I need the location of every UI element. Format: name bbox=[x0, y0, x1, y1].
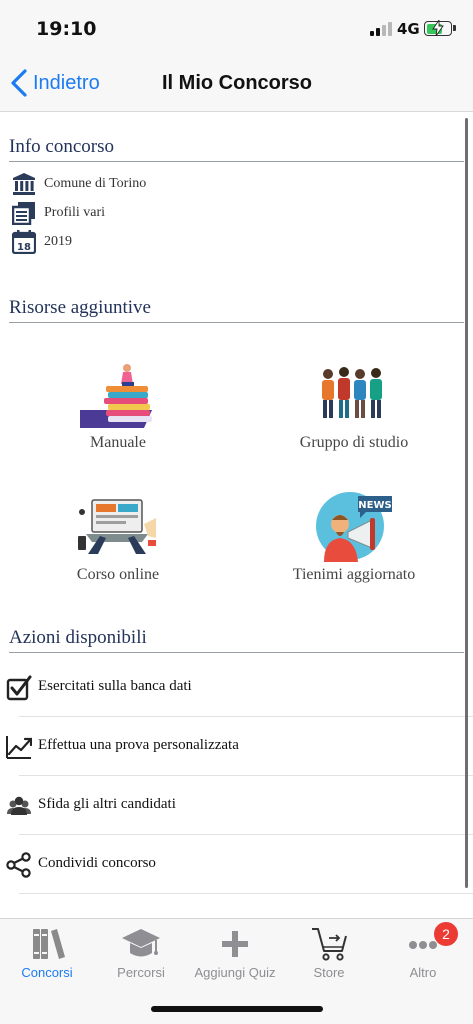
status-bar bbox=[0, 0, 473, 56]
info-item-text: 2019 bbox=[44, 234, 72, 249]
notification-badge: 2 bbox=[434, 922, 458, 946]
info-item-text: Profili vari bbox=[44, 205, 106, 220]
resource-gruppo-studio[interactable] bbox=[236, 360, 472, 452]
books-illustration bbox=[78, 360, 158, 430]
tab-store[interactable] bbox=[282, 919, 376, 983]
svg-text:NEWS: NEWS bbox=[358, 500, 392, 511]
action-sfida[interactable] bbox=[0, 776, 473, 835]
action-label: Effettua una prova personalizzata bbox=[38, 737, 239, 753]
plus-icon bbox=[215, 925, 255, 963]
action-label: Condividi concorso bbox=[38, 855, 156, 871]
resource-tienimi-aggiornato[interactable] bbox=[236, 488, 472, 584]
tab-label: Aggiungi Quiz bbox=[194, 965, 276, 980]
resource-corso-online[interactable] bbox=[0, 492, 236, 584]
scrollbar[interactable] bbox=[465, 118, 468, 888]
actions-section-title: Azioni disponibili bbox=[9, 627, 147, 648]
list-icon bbox=[6, 911, 32, 918]
info-item-ente bbox=[12, 172, 146, 196]
cart-icon bbox=[309, 925, 349, 963]
tab-percorsi[interactable] bbox=[94, 919, 188, 983]
graduation-cap-icon bbox=[121, 925, 161, 963]
info-item-text: Comune di Torino bbox=[44, 176, 147, 191]
action-esercitati[interactable] bbox=[0, 658, 473, 717]
action-condividi[interactable] bbox=[0, 835, 473, 894]
info-item-profili bbox=[12, 201, 105, 225]
books-icon bbox=[27, 925, 67, 963]
tab-label: Altro bbox=[409, 965, 437, 980]
resource-label: Manuale bbox=[90, 434, 146, 451]
tab-label: Percorsi bbox=[117, 965, 165, 980]
info-section-title: Info concorso bbox=[9, 136, 114, 157]
users-icon bbox=[6, 793, 32, 819]
navigation-bar bbox=[0, 56, 473, 112]
signal-icon bbox=[370, 22, 392, 36]
network-label: 4G bbox=[397, 20, 420, 38]
calendar-icon bbox=[12, 230, 36, 254]
bank-icon bbox=[12, 172, 36, 196]
home-indicator bbox=[151, 1006, 323, 1012]
battery-cap bbox=[453, 25, 456, 31]
back-label: Indietro bbox=[33, 71, 100, 94]
action-extra[interactable] bbox=[0, 894, 473, 918]
divider bbox=[9, 322, 464, 323]
resources-section-title: Risorse aggiuntive bbox=[9, 297, 151, 318]
news-megaphone-illustration bbox=[314, 488, 394, 562]
tab-label: Concorsi bbox=[21, 965, 73, 980]
content-scroll-area[interactable] bbox=[0, 112, 473, 918]
charging-icon bbox=[432, 20, 444, 36]
documents-icon bbox=[12, 201, 36, 225]
info-item-anno bbox=[12, 230, 72, 254]
trend-chart-icon bbox=[6, 734, 32, 760]
page-title: Il Mio Concorso bbox=[162, 72, 312, 94]
tab-label: Store bbox=[313, 965, 345, 980]
study-group-illustration bbox=[314, 360, 394, 430]
resource-label: Gruppo di studio bbox=[299, 434, 409, 451]
action-prova-personalizzata[interactable] bbox=[0, 717, 473, 776]
divider bbox=[9, 161, 464, 162]
checkbox-icon bbox=[6, 675, 32, 701]
tab-concorsi[interactable] bbox=[0, 919, 94, 983]
resource-manuale[interactable] bbox=[0, 360, 236, 452]
status-time: 19:10 bbox=[36, 18, 97, 40]
resource-label: Corso online bbox=[76, 566, 160, 583]
online-course-illustration bbox=[78, 492, 158, 562]
action-label: Esercitati sulla banca dati bbox=[38, 678, 192, 694]
share-icon bbox=[6, 852, 32, 878]
action-label: Sfida gli altri candidati bbox=[38, 796, 176, 812]
divider bbox=[9, 652, 464, 653]
svg-text:18: 18 bbox=[17, 242, 31, 253]
tab-aggiungi-quiz[interactable] bbox=[188, 919, 282, 983]
resource-label: Tienimi aggiornato bbox=[292, 566, 416, 583]
